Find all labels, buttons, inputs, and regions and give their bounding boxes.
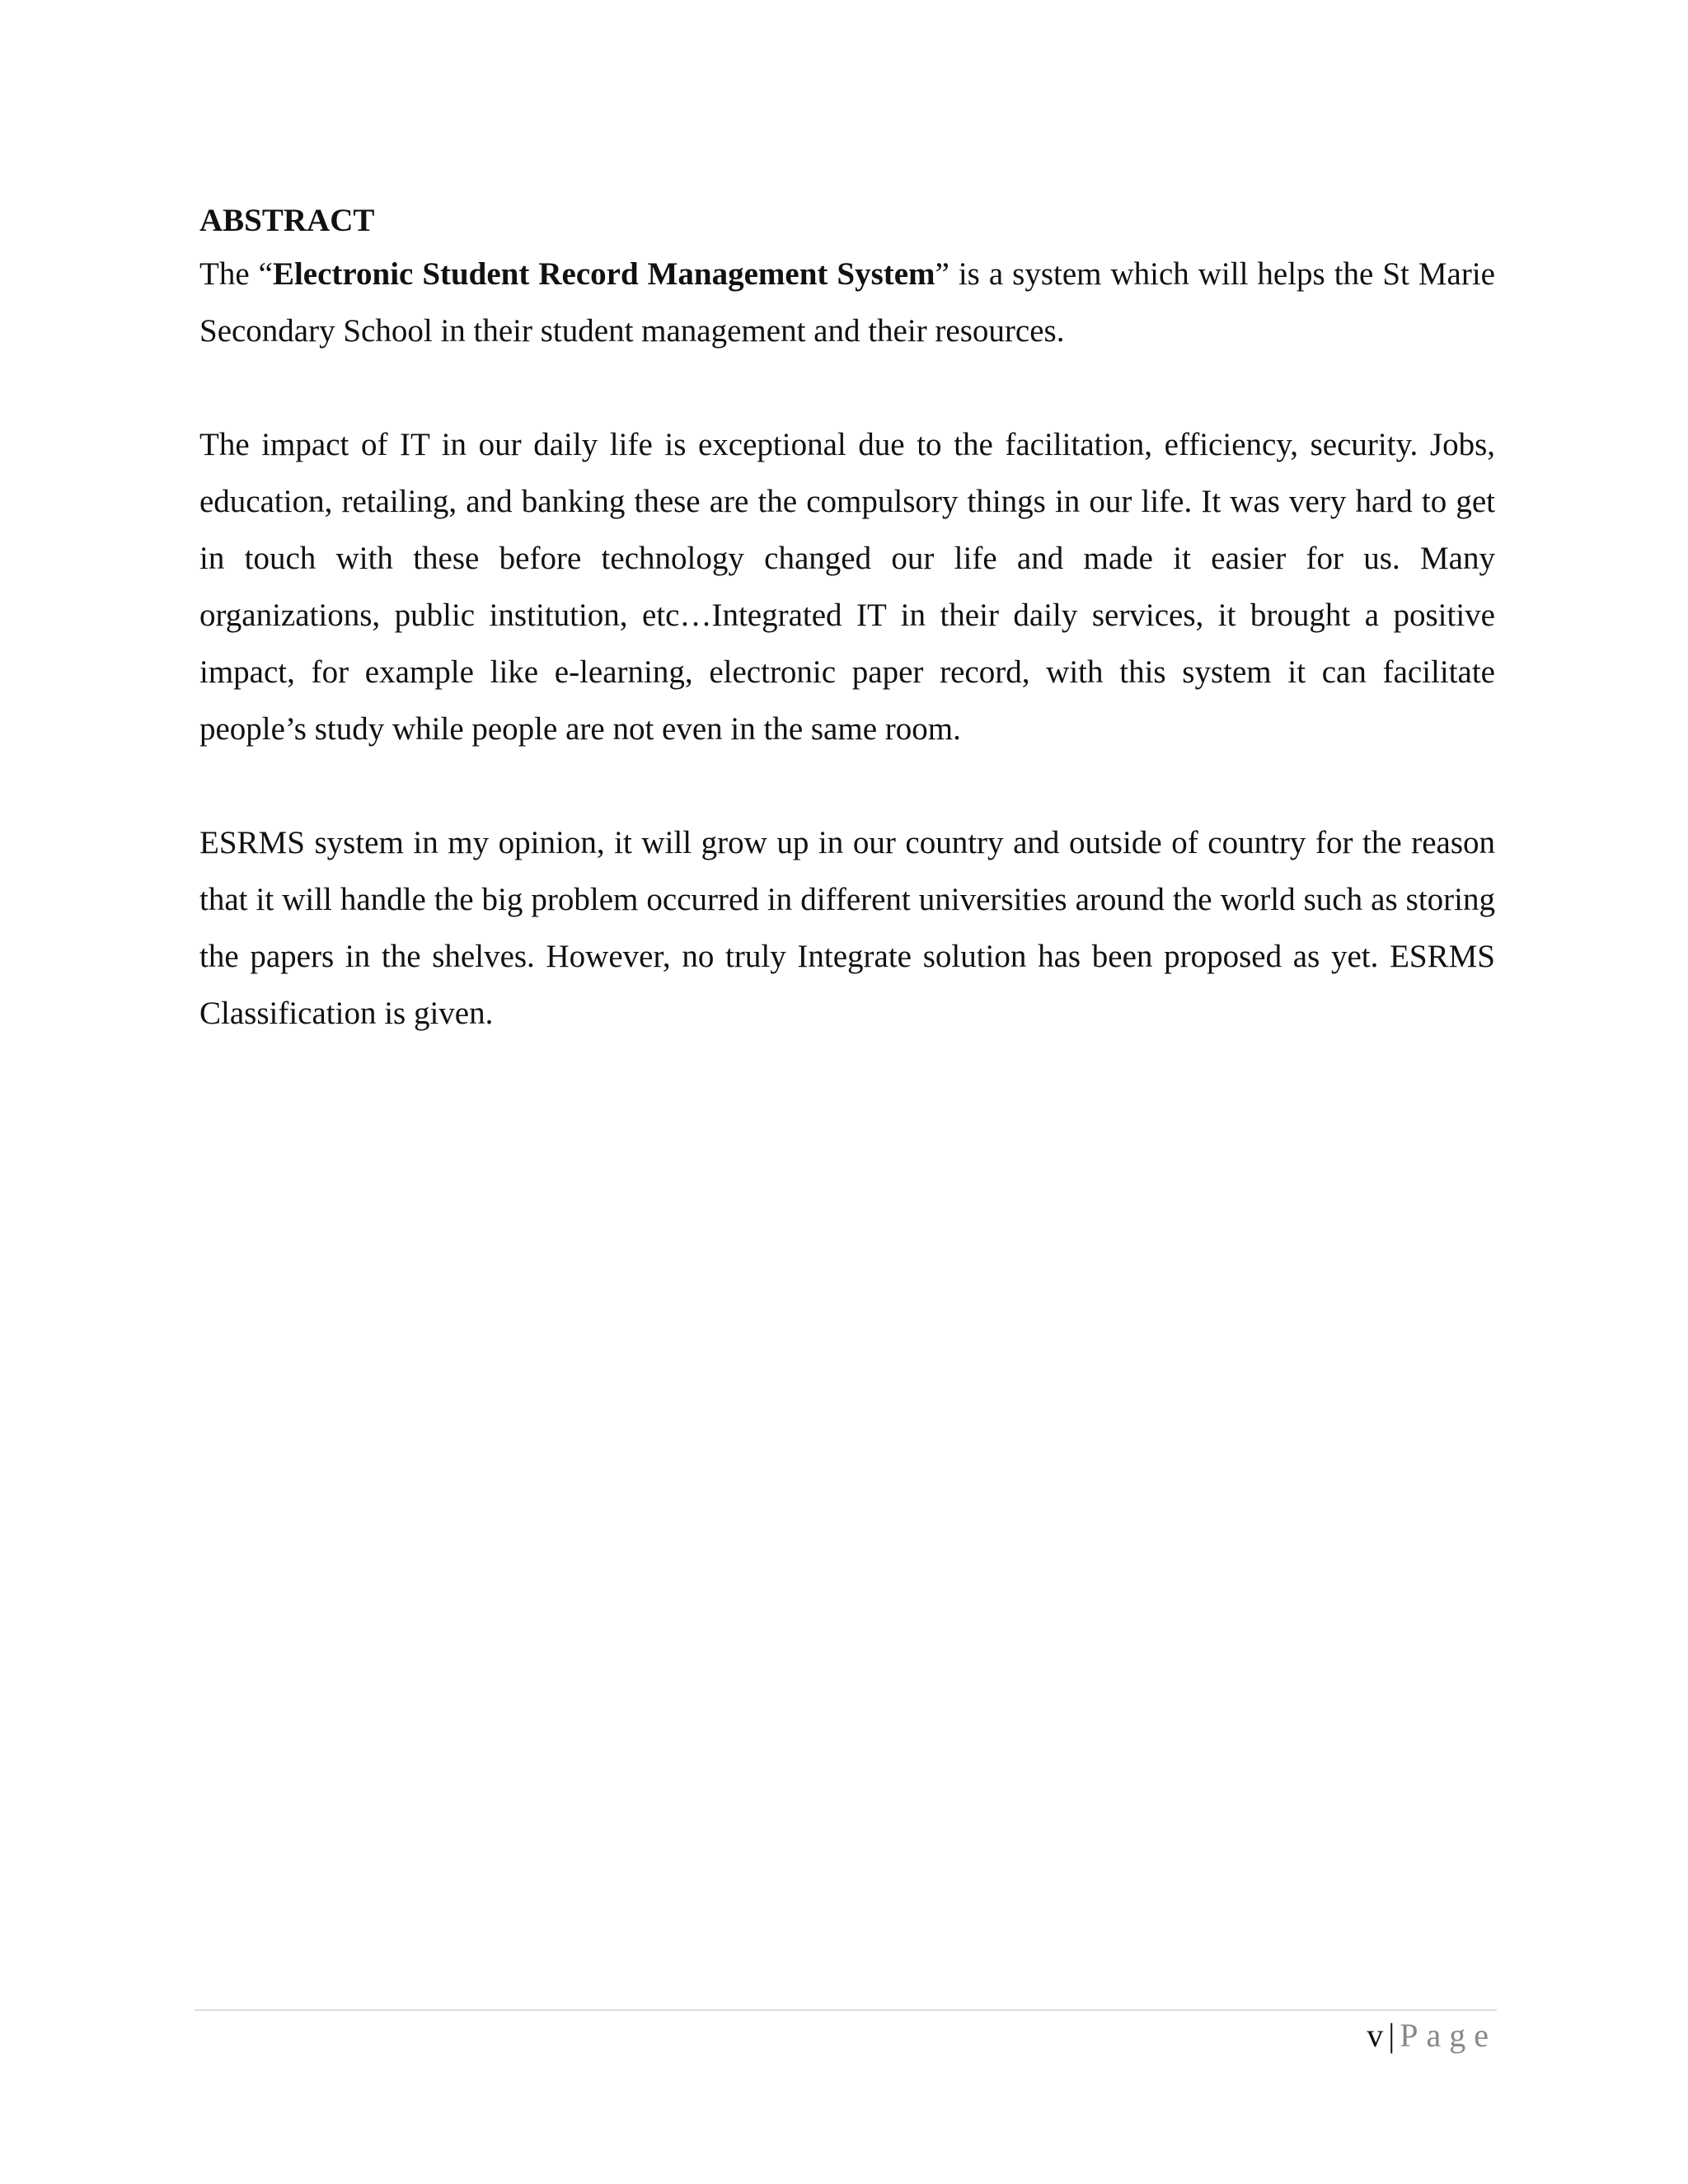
abstract-heading: ABSTRACT: [199, 203, 375, 238]
abstract-paragraph-1: [199, 246, 1495, 359]
paragraph-1-suffix: ” is a system which will helps the St Marie Secondary School in their student management and their resources.: [199, 256, 1495, 349]
abstract-paragraph-3: ESRMS system in my opinion, it will grow up in our country and outside of country for the reason that it will handle the big problem occurred in different universities around the world such as storing the papers in the shelves. However, no truly Integrate solution has been proposed as yet. ESRMS Classification is given.: [199, 825, 1495, 1031]
footer-separator: |: [1388, 2017, 1395, 2054]
abstract-paragraph-2: The impact of IT in our daily life is exceptional due to the facilitation, efficiency, security. Jobs, education, retailing, and banking these are the compulsory things in our life. It was very hard to get in touch with these before technology changed our life and made it easier for us. Many organizations, public institution, etc…Integrated IT in their daily services, it brought a positive impact, for example like e-learning, electronic paper record, with this system it can facilitate people’s study while people are not even in the same room.: [199, 427, 1495, 747]
page-footer: [1367, 2011, 1497, 2060]
footer-divider: [195, 2009, 1497, 2011]
page-label: Page: [1400, 2017, 1497, 2054]
system-name: Electronic Student Record Management System: [272, 256, 935, 292]
paragraph-1-prefix: The “: [199, 256, 273, 292]
abstract-section: [199, 196, 1495, 1042]
page-number: v: [1367, 2017, 1384, 2054]
